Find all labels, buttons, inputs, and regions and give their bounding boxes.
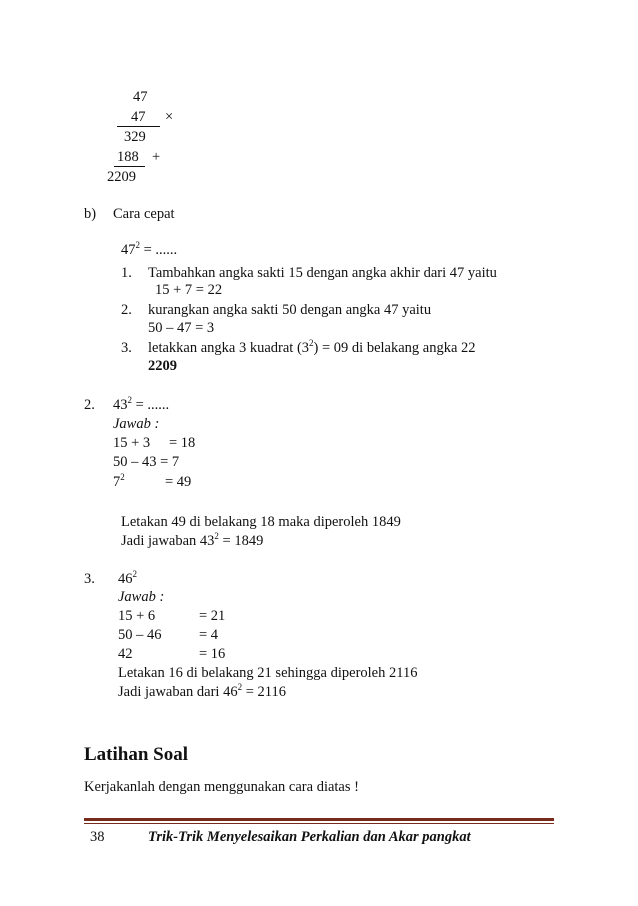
q2-line-2: 50 – 43 = 7 [113,454,180,470]
footer-title: Trik-Trik Menyelesaikan Perkalian dan Akar pangkat [148,829,471,845]
q2-number: 2. [84,397,95,413]
q2-conclusion-2: Jadi jawaban $43^2 = 1849$ [121,531,264,549]
q3-line-2-right: = 4 [199,627,219,643]
q2-question: $43^2$ = ...... [113,395,170,413]
calc-result: 2209 [107,169,136,185]
q2-jawab: Jawab : [113,416,160,432]
step-2-text: kurangkan angka sakti 50 dengan angka 47 yaitu [148,302,432,318]
latihan-instruction: Kerjakanlah dengan menggunakan cara diatas ! [84,779,359,795]
step-1-number: 1. [121,265,132,281]
q2-line-1-right: = 18 [169,435,196,451]
q2-line-3-left: $7^2$ [113,472,125,490]
calc-number-2: 47 [117,110,160,125]
step-3-number: 3. [121,340,132,356]
times-sign: × [165,109,174,125]
page-number: 38 [90,829,105,845]
part-b-title: Cara cepat [113,206,175,222]
q3-line-3-right: = 16 [199,646,226,662]
q3-line-1-right: = 21 [199,608,226,624]
calc-partial-1: 329 [124,129,146,145]
step-3-text: letakkan angka 3 kuadrat $(3^2) = 09$ di belakang angka 22 [148,338,476,356]
plus-sign: + [152,149,161,165]
step-2-sub: 50 – 47 = 3 [148,320,215,336]
q3-line-3-left: 42 [118,646,133,662]
calc-partial-2: 188 [114,150,145,165]
q3-number: 3. [84,571,95,587]
latihan-heading: Latihan Soal [84,744,189,765]
q3-conclusion-2: Jadi jawaban dari $46^2 = 2116$ [118,682,286,700]
q2-conclusion-1: Letakan 49 di belakang 18 maka diperoleh 1849 [121,514,401,530]
step-1-text: Tambahkan angka sakti 15 dengan angka akhir dari 47 yaitu [148,265,497,281]
part-b-label: b) [84,206,97,222]
step-1-sub: 15 + 7 = 22 [155,282,223,298]
footer-rule-thick [84,818,554,821]
q3-conclusion-1: Letakan 16 di belakang 21 sehingga diperoleh 2116 [118,665,418,681]
q2-line-1-left: 15 + 3 [113,435,151,451]
q3-line-2-left: 50 – 46 [118,627,162,643]
q3-jawab: Jawab : [118,589,165,605]
q2-line-3-right: = 49 [165,474,192,490]
calc-number-1: 47 [133,89,148,105]
part-b-question: $47^2$ = ...... [121,240,178,258]
footer-rule-thin [84,823,554,824]
q3-line-1-left: 15 + 6 [118,608,156,624]
q3-question: $46^2$ [118,569,137,587]
step-2-number: 2. [121,302,132,318]
step-3-result: 2209 [148,358,177,374]
